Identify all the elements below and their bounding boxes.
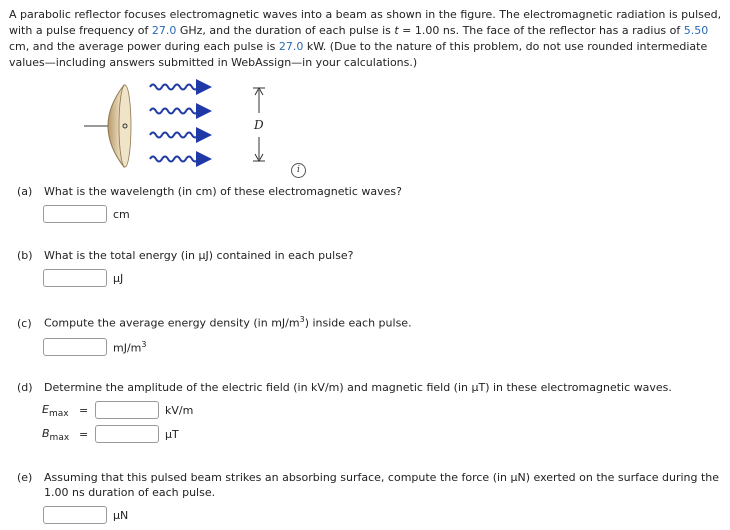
question-a: (a) What is the wavelength (in cm) of these electromagnetic waves? — [17, 185, 402, 198]
emax-unit: kV/m — [165, 403, 194, 417]
power-value: 27.0 — [278, 40, 304, 53]
answer-b-unit: μJ — [113, 271, 124, 285]
wave-1 — [150, 85, 210, 90]
emax-label: $E_{max}$ — [42, 403, 69, 420]
answer-c-unit: $mJ/m^3$ — [113, 339, 147, 355]
problem-statement: A parabolic reflector focuses electromagnetic waves into a beam as shown in the figure. The electromagnetic radiation is pulsed, with a pulse frequency of 27.0 GHz, and the duration of each pulse is t = 1.00 ns. The face of the reflector has a radius of 5.50 cm, and the average power during each pulse is 27.0 kW. (Due to the nature of this problem, do not use rounded intermediate values—including answers submitted in WebAssign—in your calculations.) — [9, 8, 722, 69]
answer-e-input[interactable] — [43, 506, 107, 524]
diameter-label: D — [254, 118, 264, 132]
wave-2 — [150, 109, 210, 114]
bmax-unit: μT — [165, 427, 179, 441]
info-icon[interactable]: i — [291, 163, 306, 178]
radius-value: 5.50 — [683, 24, 709, 37]
answer-a-input[interactable] — [43, 205, 107, 223]
frequency-value: 27.0 — [151, 24, 177, 37]
question-e-line2: 1.00 ns duration of each pulse. — [44, 486, 216, 499]
reflector-figure — [84, 77, 284, 173]
answer-a-unit: cm — [113, 207, 130, 221]
bmax-input[interactable] — [95, 425, 159, 443]
question-e: (e) Assuming that this pulsed beam strikes an absorbing surface, compute the force (in μN) exerted on the surface during the — [17, 471, 720, 484]
emax-equals: = — [79, 404, 89, 417]
wave-4 — [150, 157, 210, 162]
bmax-equals: = — [79, 428, 89, 441]
wave-3 — [150, 133, 210, 138]
answer-b-input[interactable] — [43, 269, 107, 287]
bmax-label: $B_{max}$ — [42, 427, 70, 444]
question-d: (d) Determine the amplitude of the electric field (in kV/m) and magnetic field (in μT) in these electromagnetic waves. — [17, 381, 672, 394]
emax-input[interactable] — [95, 401, 159, 419]
answer-e-unit: μN — [113, 508, 129, 522]
answer-c-input[interactable] — [43, 338, 107, 356]
question-b: (b) What is the total energy (in μJ) contained in each pulse? — [17, 249, 354, 262]
question-c: (c) Compute the average energy density (in $mJ/m^3$) inside each pulse. — [17, 315, 412, 330]
